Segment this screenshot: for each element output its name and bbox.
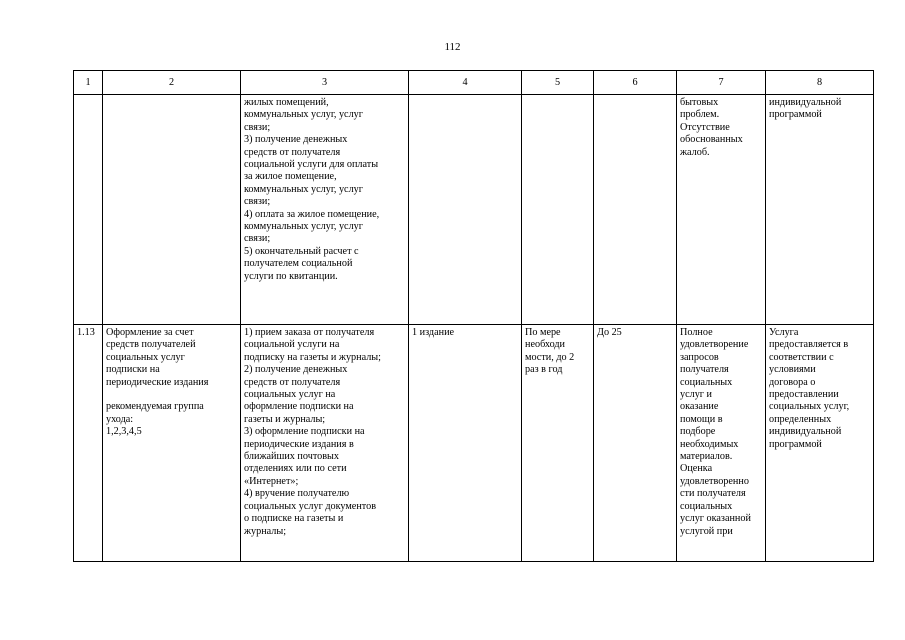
cell-line: подборе <box>680 426 716 438</box>
cell-line: удовлетворение <box>680 339 749 351</box>
column-header-5: 5 <box>522 71 594 95</box>
column-header-2: 2 <box>103 71 241 95</box>
cell-line: социальных услуг документов <box>244 500 376 512</box>
cell-line: социальной услуги на <box>244 339 340 351</box>
periodicity-cell <box>522 95 594 325</box>
service-name-text <box>106 327 237 389</box>
cell-line: получателя <box>680 364 729 376</box>
cell-line: предоставлении <box>769 389 839 401</box>
column-header-4: 4 <box>409 71 522 95</box>
cell-line: журналы; <box>244 525 287 537</box>
service-name-cell <box>103 325 241 562</box>
cell-line: индивидуальной <box>769 97 842 108</box>
cell-line: материалов. <box>680 451 733 463</box>
cell-line: раз в год <box>525 364 563 376</box>
cell-line: средств от получателя <box>244 146 341 158</box>
periodicity-cell <box>522 325 594 562</box>
care-group-text <box>106 401 237 438</box>
cell-line: До 25 <box>597 327 622 338</box>
cell-line: «Интернет»; <box>244 475 299 487</box>
cell-line: коммунальных услуг, услуг <box>244 109 363 121</box>
column-header-8: 8 <box>766 71 874 95</box>
conditions-cell <box>766 325 874 562</box>
cell-line: связи; <box>244 121 271 133</box>
cell-line: обоснованных <box>680 134 743 146</box>
cell-line: удовлетворенно <box>680 475 749 487</box>
cell-line: жалоб. <box>680 146 710 158</box>
services-table <box>73 70 874 562</box>
cell-line: коммунальных услуг, услуг <box>244 221 363 233</box>
cell-line: Отсутствие <box>680 121 730 133</box>
cell-line: 1 издание <box>412 327 455 338</box>
cell-line: сти получателя <box>680 488 746 500</box>
cell-line: услуг оказанной <box>680 513 751 525</box>
cell-line: 1.13 <box>77 327 95 338</box>
cell-line: подписку на газеты и журналы; <box>244 351 381 363</box>
cell-line: бытовых <box>680 97 719 108</box>
cell-line: помощи в <box>680 413 723 425</box>
cell-line: Оценка <box>680 463 713 475</box>
cell-line: 2) получение денежных <box>244 364 348 376</box>
cell-line: 1,2,3,4,5 <box>106 426 142 438</box>
cell-line: услугой при <box>680 525 733 537</box>
cell-line: мости, до 2 <box>525 351 575 363</box>
quality-cell <box>677 325 766 562</box>
page-number: 112 <box>444 41 461 53</box>
cell-line: социальных услуг, <box>769 401 850 413</box>
cell-line: необходимых <box>680 438 739 450</box>
cell-line: оказание <box>680 401 719 413</box>
table-row <box>74 325 874 562</box>
cell-line: социальных <box>680 376 733 388</box>
cell-line: ухода: <box>106 413 134 425</box>
cell-line: запросов <box>680 351 719 363</box>
column-header-1: 1 <box>74 71 103 95</box>
cell-line: 5) окончательный расчет с <box>244 245 359 257</box>
service-content-cell <box>241 325 409 562</box>
service-name-cell <box>103 95 241 325</box>
cell-line: Полное <box>680 327 713 338</box>
cell-line: о подписке на газеты и <box>244 513 344 525</box>
column-header-3: 3 <box>241 71 409 95</box>
cell-line: за жилое помещение, <box>244 171 337 183</box>
cell-line: подписки на <box>106 364 160 376</box>
cell-line: жилых помещений, <box>244 97 329 108</box>
duration-cell <box>594 95 677 325</box>
cell-line: необходи <box>525 339 566 351</box>
cell-line: связи; <box>244 233 271 245</box>
cell-line: коммунальных услуг, услуг <box>244 183 363 195</box>
cell-line: рекомендуемая группа <box>106 401 204 413</box>
cell-line: социальных услуг на <box>244 389 336 401</box>
conditions-cell <box>766 95 874 325</box>
cell-line: проблем. <box>680 109 720 121</box>
volume-cell <box>409 325 522 562</box>
cell-line: оформление подписки на <box>244 401 354 413</box>
cell-line: ближайших почтовых <box>244 451 339 463</box>
cell-line: услуги по квитанции. <box>244 270 338 282</box>
cell-line: связи; <box>244 196 271 208</box>
cell-line: По мере <box>525 327 561 338</box>
cell-line: средств получателей <box>106 339 196 351</box>
cell-line: социальной услуги для оплаты <box>244 159 379 171</box>
cell-line: периодические издания <box>106 376 209 388</box>
cell-line: 3) получение денежных <box>244 134 348 146</box>
cell-line: Услуга <box>769 327 799 338</box>
quality-cell <box>677 95 766 325</box>
cell-line: получателем социальной <box>244 258 353 270</box>
table-header-row <box>74 71 874 95</box>
cell-line: газеты и журналы; <box>244 413 326 425</box>
cell-line: средств от получателя <box>244 376 341 388</box>
cell-line: программой <box>769 109 822 121</box>
cell-line: соответствии с <box>769 351 834 363</box>
service-content-cell <box>241 95 409 325</box>
cell-line: определенных <box>769 413 832 425</box>
column-header-7: 7 <box>677 71 766 95</box>
table-row <box>74 95 874 325</box>
cell-line: услуг и <box>680 389 712 401</box>
row-number-cell <box>74 325 103 562</box>
row-number-cell <box>74 95 103 325</box>
cell-line: программой <box>769 438 822 450</box>
cell-line: социальных <box>680 500 733 512</box>
column-header-6: 6 <box>594 71 677 95</box>
cell-line: периодические издания в <box>244 438 354 450</box>
cell-line: 4) вручение получателю <box>244 488 350 500</box>
volume-cell <box>409 95 522 325</box>
cell-line: 3) оформление подписки на <box>244 426 365 438</box>
cell-line: договора о <box>769 376 816 388</box>
cell-line: индивидуальной <box>769 426 842 438</box>
cell-line: отделениях или по сети <box>244 463 347 475</box>
duration-cell <box>594 325 677 562</box>
cell-line: 1) прием заказа от получателя <box>244 327 375 338</box>
cell-line: условиями <box>769 364 816 376</box>
cell-line: предоставляется в <box>769 339 849 351</box>
cell-line: Оформление за счет <box>106 327 194 338</box>
cell-line: социальных услуг <box>106 351 185 363</box>
cell-line: 4) оплата за жилое помещение, <box>244 208 380 220</box>
